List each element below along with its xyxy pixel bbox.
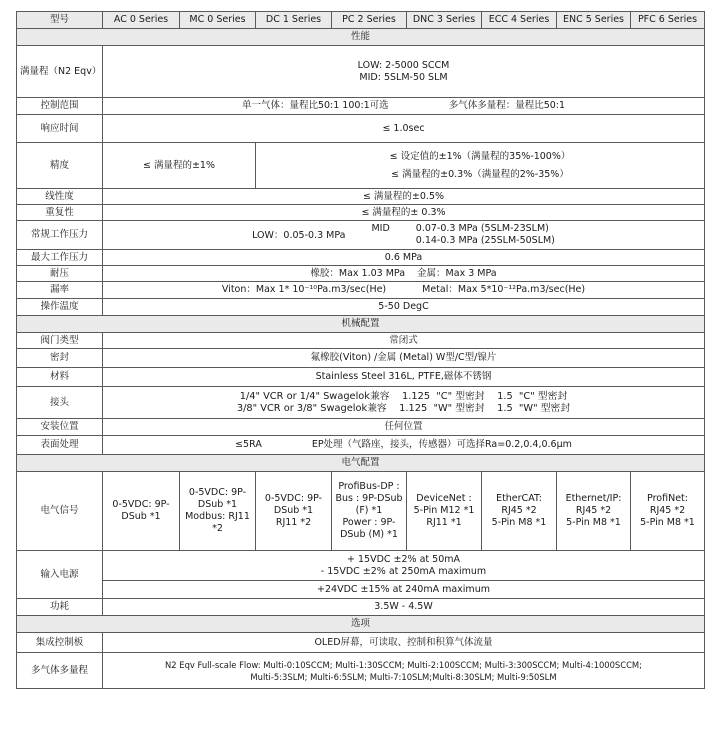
- label-material: 材料: [17, 368, 103, 387]
- label-seal: 密封: [17, 349, 103, 368]
- row-valve: [17, 333, 705, 349]
- label-power-input: 输入电源: [17, 551, 103, 599]
- power-input-a1: + 15VDC ±2% at 50mA: [347, 553, 460, 565]
- signal-pc2: ProfiBus-DP : Bus : 9P-DSub (F) *1 Power : 9P- DSub (M) *1: [332, 472, 407, 551]
- header-dc1: DC 1 Series: [256, 12, 332, 29]
- label-full-scale: 满量程（N2 Eqv）: [17, 46, 103, 98]
- row-full-scale: [17, 46, 705, 98]
- multi-gas-line-2: Multi-5:3SLM; Multi-6:5SLM; Multi-7:10SLM;Multi-8:30SLM; Multi-9:50SLM: [250, 671, 557, 682]
- row-max-pressure: [17, 250, 705, 266]
- label-multi-gas: 多气体多量程: [17, 653, 103, 689]
- value-full-scale: [103, 46, 705, 98]
- header-row: [17, 12, 705, 29]
- row-linearity: [17, 189, 705, 205]
- value-seal: 氟橡胶(Viton) /金属 (Metal) W型/C型/镍片: [103, 349, 705, 368]
- pressure-low: LOW：0.05-0.3 MPa: [252, 230, 346, 241]
- section-options: 选项: [17, 616, 705, 633]
- fitting-line-2: 3/8" VCR or 3/8" Swagelok兼容 1.125 "W" 型密封 1.5 "W" 型密封: [236, 402, 571, 414]
- value-linearity: ≤ 满量程的±0.5%: [103, 189, 705, 205]
- header-mc0: MC 0 Series: [180, 12, 256, 29]
- leak-viton: Viton：Max 1* 10⁻¹⁰Pa.m3/sec(He): [221, 284, 387, 295]
- label-max-pressure: 最大工作压力: [17, 250, 103, 266]
- value-max-pressure: 0.6 MPa: [103, 250, 705, 266]
- signal-pfc6: ProfiNet: RJ45 *2 5-Pin M8 *1: [631, 472, 705, 551]
- multi-gas-line-1: N2 Eqv Full-scale Flow: Multi-0:10SCCM; Multi-1:30SCCM; Multi-2:100SCCM; Multi-3:300SCCM; Multi-4:1000SCCM;: [165, 659, 642, 670]
- header-ac0: AC 0 Series: [103, 12, 180, 29]
- label-consumption: 功耗: [17, 599, 103, 616]
- value-material: Stainless Steel 316L, PTFE,磁体不锈钢: [103, 368, 705, 387]
- full-scale-low: LOW: 2-5000 SCCM: [357, 59, 450, 71]
- signal-ecc4: EtherCAT: RJ45 *2 5-Pin M8 *1: [482, 472, 557, 551]
- signal-enc5: Ethernet/IP: RJ45 *2 5-Pin M8 *1: [557, 472, 631, 551]
- label-accuracy: 精度: [17, 143, 103, 189]
- label-mount: 安装位置: [17, 419, 103, 436]
- leak-metal: Metal：Max 5*10⁻¹²Pa.m3/sec(He): [422, 284, 586, 295]
- fitting-line-1: 1/4" VCR or 1/4" Swagelok兼容 1.125 "C" 型密封 1.5 "C" 型密封: [239, 390, 568, 402]
- header-model: 型号: [17, 12, 103, 29]
- pressure-mid-1: 0.07-0.3 MPa (5SLM-23SLM): [415, 223, 549, 234]
- signal-mc0: 0-5VDC: 9P- DSub *1 Modbus: RJ11 *2: [180, 472, 256, 551]
- pressure-mid-label: MID: [371, 223, 390, 234]
- label-temp: 操作温度: [17, 299, 103, 316]
- value-valve: 常闭式: [103, 333, 705, 349]
- pressure-mid-2: 0.14-0.3 MPa (25SLM-50SLM): [415, 235, 555, 246]
- label-pressure: 常规工作压力: [17, 221, 103, 250]
- row-response: [17, 115, 705, 143]
- row-surface: [17, 436, 705, 455]
- row-integrated: [17, 633, 705, 653]
- signal-ac0: 0-5VDC: 9P- DSub *1: [103, 472, 180, 551]
- row-pressure: [17, 221, 705, 250]
- signal-dc1: 0-5VDC: 9P- DSub *1 RJ11 *2: [256, 472, 332, 551]
- label-surface: 表面处理: [17, 436, 103, 455]
- value-consumption: 3.5W - 4.5W: [103, 599, 705, 616]
- label-leak: 漏率: [17, 282, 103, 299]
- section-mechanical: 机械配置: [17, 316, 705, 333]
- label-fitting: 接头: [17, 387, 103, 419]
- row-power-input-b: [17, 581, 705, 599]
- row-seal: [17, 349, 705, 368]
- row-consumption: [17, 599, 705, 616]
- value-mount: 任何位置: [103, 419, 705, 436]
- label-proof: 耐压: [17, 266, 103, 282]
- row-power-input-a: [17, 551, 705, 581]
- signal-dnc3: DeviceNet : 5-Pin M12 *1 RJ11 *1: [407, 472, 482, 551]
- header-ecc4: ECC 4 Series: [482, 12, 557, 29]
- label-linearity: 线性度: [17, 189, 103, 205]
- label-repeatability: 重复性: [17, 205, 103, 221]
- header-enc5: ENC 5 Series: [557, 12, 631, 29]
- value-temp: 5-50 DegC: [103, 299, 705, 316]
- full-scale-mid: MID: 5SLM-50 SLM: [359, 71, 448, 83]
- row-temp: [17, 299, 705, 316]
- surface-ep: EP处理（气路座，接头，传感器）可选择Ra=0.2,0.4,0.6μm: [311, 439, 572, 450]
- value-repeatability: ≤ 满量程的± 0.3%: [103, 205, 705, 221]
- row-leak: [17, 282, 705, 299]
- row-accuracy: [17, 143, 705, 189]
- accuracy-left: ≤ 满量程的±1%: [103, 143, 256, 189]
- accuracy-line-2: ≤ 满量程的±0.3%（满量程的2%-35%）: [391, 168, 569, 180]
- row-mount: [17, 419, 705, 436]
- spec-table: [16, 11, 705, 689]
- surface-ra: ≤5RA: [235, 439, 262, 450]
- label-valve: 阀门类型: [17, 333, 103, 349]
- accuracy-line-1: ≤ 设定值的±1%（满量程的35%-100%）: [389, 150, 571, 162]
- header-dnc3: DNC 3 Series: [407, 12, 482, 29]
- control-range-multi: 多气体多量程：量程比50:1: [448, 100, 566, 111]
- label-signal: 电气信号: [17, 472, 103, 551]
- label-control-range: 控制范围: [17, 98, 103, 115]
- header-pc2: PC 2 Series: [332, 12, 407, 29]
- section-performance: 性能: [17, 29, 705, 46]
- power-input-b: +24VDC ±15% at 240mA maximum: [103, 581, 705, 599]
- control-range-single: 单一气体：量程比50:1 100:1可选: [241, 100, 389, 111]
- proof-rubber: 橡胶：Max 1.03 MPa: [310, 267, 406, 279]
- row-multi-gas: [17, 653, 705, 689]
- label-integrated: 集成控制板: [17, 633, 103, 653]
- power-input-a2: - 15VDC ±2% at 250mA maximum: [320, 565, 487, 577]
- row-fitting: [17, 387, 705, 419]
- value-integrated: OLED屏幕，可读取、控制和积算气体流量: [103, 633, 705, 653]
- row-proof: [17, 266, 705, 282]
- row-repeatability: [17, 205, 705, 221]
- value-response: ≤ 1.0sec: [103, 115, 705, 143]
- row-control-range: [17, 98, 705, 115]
- row-material: [17, 368, 705, 387]
- header-pfc6: PFC 6 Series: [631, 12, 705, 29]
- row-signal: [17, 472, 705, 551]
- label-response: 响应时间: [17, 115, 103, 143]
- section-electrical: 电气配置: [17, 455, 705, 472]
- proof-metal: 金属：Max 3 MPa: [417, 267, 497, 279]
